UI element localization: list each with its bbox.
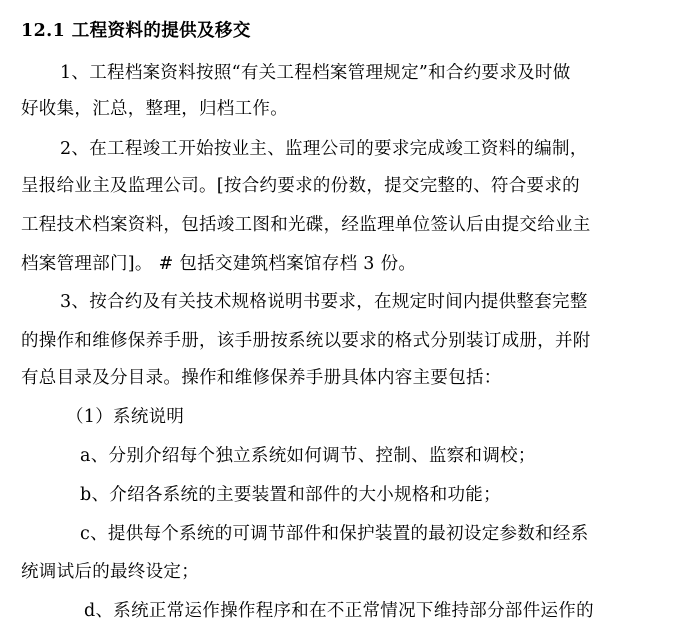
paragraph-2-line-4: 档案管理部门]。 # 包括交建筑档案馆存档 3 份。 (21, 254, 417, 274)
item-c-line-1: c、提供每个系统的可调节部件和保护装置的最初设定参数和经系 (80, 524, 589, 544)
section-heading: 12.1 工程资料的提供及移交 (21, 21, 251, 41)
paragraph-1-line-1: 1、工程档案资料按照“有关工程档案管理规定”和合约要求及时做 (60, 63, 571, 83)
paragraph-3-line-2: 的操作和维修保养手册，该手册按系统以要求的格式分别装订成册，并附 (21, 331, 591, 351)
subsection-heading: （1）系统说明 (66, 407, 185, 427)
paragraph-3-line-1: 3、按合约及有关技术规格说明书要求，在规定时间内提供整套完整 (60, 292, 588, 312)
item-a: a、分别介绍每个独立系统如何调节、控制、监察和调校； (80, 446, 536, 466)
item-b: b、介绍各系统的主要装置和部件的大小规格和功能； (80, 485, 501, 505)
paragraph-3-line-3: 有总目录及分目录。操作和维修保养手册具体内容主要包括： (21, 368, 502, 388)
paragraph-2-line-1: 2、在工程竣工开始按业主、监理公司的要求完成竣工资料的编制， (60, 139, 588, 159)
paragraph-1-line-2: 好收集，汇总，整理，归档工作。 (21, 99, 288, 119)
item-c-line-2: 统调试后的最终设定； (21, 562, 199, 582)
paragraph-2-line-3: 工程技术档案资料，包括竣工图和光碟，经监理单位签认后由提交给业主 (21, 215, 591, 235)
item-d-line-1: d、系统正常运作操作程序和在不正常情况下维持部分部件运作的 (84, 601, 594, 621)
paragraph-2-line-2: 呈报给业主及监理公司。[按合约要求的份数，提交完整的、符合要求的 (21, 176, 580, 196)
